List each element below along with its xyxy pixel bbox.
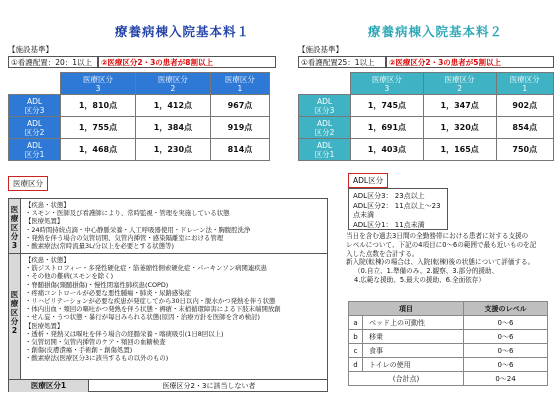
right-criteria-patient-text: ②医療区分2・3の患者が5割以上 — [389, 58, 502, 67]
fee-cell: 1，320点 — [423, 117, 496, 139]
text-line: ・その他の難病(スモンを除く) — [25, 272, 114, 281]
right-criteria-label: 【施設基準】 — [298, 45, 343, 54]
fee-cell: 854点 — [496, 117, 553, 139]
right-fee-table — [298, 72, 554, 161]
adl-range: 0～6 — [464, 358, 548, 372]
adl-description — [346, 232, 556, 285]
table-row — [349, 330, 548, 344]
fee-cell: 1，412点 — [135, 95, 210, 117]
col-header: 医療区分 1 — [210, 73, 269, 95]
text-line: 【疾患・状態】 — [25, 201, 70, 209]
fee-cell: 1，347点 — [423, 95, 496, 117]
fee-cell: 919点 — [210, 117, 269, 139]
adl-mark: b — [349, 330, 363, 344]
right-title: 療養病棟入院基本料２ — [367, 24, 503, 39]
text-line: 入した点数を合計する。 — [346, 249, 419, 258]
text-line: ・スモン・医師及び看護師により、常時監視・管理を実施している状態 — [25, 209, 230, 218]
table-row — [299, 117, 554, 139]
fee-cell: 967点 — [210, 95, 269, 117]
fee-cell: 750点 — [496, 139, 553, 161]
text-line: 【疾患・状態】 — [25, 256, 70, 264]
right-criteria-staff: ①看護配置25：1以上 — [298, 56, 386, 68]
fee-cell: 1，230点 — [135, 139, 210, 161]
text-line: 当日を含む過去3日間の全勤務帯における患者に対する支援の — [346, 232, 529, 240]
fee-cell: 902点 — [496, 95, 553, 117]
adl-def-1: ADL区分1： 11点未満 — [353, 220, 425, 229]
adl-range: 0～6 — [464, 330, 548, 344]
text-line: ・透析・発熱又は嘔吐を伴う場合の経腸栄養・喀痰吸引(1日8回以上) — [25, 329, 224, 338]
text-line: ・せん妄・うつ状態・暴行が毎日みられる状態(原因・治療方針を医師を含め検討) — [25, 313, 261, 322]
left-criteria-label: 【施設基準】 — [8, 45, 53, 54]
medical-k2-text — [22, 256, 325, 363]
table-row — [9, 95, 270, 117]
fee-cell: 1，403点 — [351, 139, 424, 161]
medical-k1-text: 医療区分2・3に該当しない者 — [162, 382, 256, 390]
table-corner — [299, 73, 351, 95]
medical-k3-label-text: 医療区分3 — [10, 205, 19, 250]
fee-cell: 1，384点 — [135, 117, 210, 139]
fee-cell: 814点 — [210, 139, 269, 161]
fee-cell: 1，745点 — [351, 95, 424, 117]
table-row — [9, 117, 270, 139]
medical-k2-label-text: 医療区分2 — [10, 290, 19, 335]
adl-table — [348, 301, 548, 386]
row-header: ADL 区分2 — [299, 117, 351, 139]
fee-cell: 1，165点 — [423, 139, 496, 161]
fee-cell: 1，468点 — [61, 139, 136, 161]
col-header: 医療区分 3 — [61, 73, 136, 95]
row-header: ADL 区分1 — [299, 139, 351, 161]
text-line: ・リハビリテーションが必要な疾患が発症してから30日以内・脱水かつ発熱を伴う状態 — [25, 297, 276, 306]
table-row — [9, 139, 270, 161]
adl-total-label: (合計点) — [349, 372, 464, 386]
medical-k3-label — [9, 199, 21, 253]
text-line: ・24時間持続点滴・中心静脈栄養・人工呼吸器使用・ドレーン法・胸腹腔洗浄 — [25, 225, 251, 234]
table-row — [349, 316, 548, 330]
adl-item: 移乗 — [363, 330, 464, 344]
text-line: ・酸素療法(医療区分3に該当するもの以外のもの) — [25, 354, 169, 363]
adl-mark: a — [349, 316, 363, 330]
table-corner — [9, 73, 61, 95]
right-criteria-patient — [386, 56, 554, 68]
text-line: 4.広範な援助、5.最大の援助、6.全面依存） — [354, 275, 485, 284]
adl-total-range: 0～24 — [464, 372, 548, 386]
text-line: ・気管切開・気管内挿管のケア・頻回の血糖検査 — [25, 338, 166, 347]
text-line: ・脊髄損傷(頸髄損傷)・慢性閉塞性肺疾患(COPD) — [25, 280, 169, 289]
medical-k3-text — [22, 201, 325, 250]
adl-tag: ADL区分 — [348, 173, 388, 188]
text-line: ・疼痛コントロールが必要な悪性腫瘍・肺炎・尿路感染症 — [25, 288, 192, 297]
text-line: 新入院(転棟)の場合は、入院(転棟)後の状態について評価する。 — [346, 258, 535, 267]
adl-item: ベッド上の可動性 — [363, 316, 464, 330]
left-title: 療養病棟入院基本料１ — [114, 24, 250, 39]
adl-range: 0～6 — [464, 316, 548, 330]
left-fee-table — [8, 72, 270, 161]
row-header: ADL 区分3 — [9, 95, 61, 117]
table-row — [299, 95, 554, 117]
left-criteria-patient-text: ②医療区分2・3の患者が8割以上 — [101, 58, 214, 67]
adl-item: トイレの使用 — [363, 358, 464, 372]
divider — [9, 253, 327, 254]
text-line: ・酸素療法(常時流量3L/分以上を必要とする状態等) — [25, 242, 174, 251]
adl-range: 0～6 — [464, 344, 548, 358]
adl-mark: c — [349, 344, 363, 358]
left-criteria-staff: ①看護配置：20：1以上 — [8, 56, 98, 68]
col-header: 医療区分 2 — [135, 73, 210, 95]
table-row — [349, 372, 548, 386]
fee-cell: 1，691点 — [351, 117, 424, 139]
col-header: 医療区分 1 — [496, 73, 553, 95]
fee-cell: 1，755点 — [61, 117, 136, 139]
text-line: ・創傷(皮膚潰瘍・手術創・創傷処置) — [25, 346, 133, 355]
row-header: ADL 区分3 — [299, 95, 351, 117]
adl-item: 食事 — [363, 344, 464, 358]
text-line: ・体内出血・頻回の嘔吐かつ発熱を伴う状態・褥瘡・末梢循環障害による下肢末端開放創 — [25, 305, 281, 314]
text-line: ・発熱を伴う場合の気管切開、気管内挿管・感染隔離室における管理 — [25, 233, 224, 242]
table-row — [349, 358, 548, 372]
adl-header-level: 支援のレベル — [464, 302, 548, 316]
adl-definitions — [348, 188, 448, 230]
row-header: ADL 区分2 — [9, 117, 61, 139]
table-row — [349, 344, 548, 358]
left-criteria-patient — [98, 56, 276, 68]
text-line: 【医療処置】 — [25, 321, 64, 330]
medical-k2-label — [9, 254, 21, 380]
col-header: 医療区分 2 — [423, 73, 496, 95]
adl-def-2: ADL区分2： 11点以上～23点未満 — [353, 201, 441, 219]
text-line: 【医療処置】 — [25, 217, 64, 226]
medical-k1-label: 医療区分1 — [9, 380, 89, 392]
text-line: ・筋ジストロフィー・多発性硬化症・筋萎縮性側索硬化症・パーキンソン病関連疾患 — [25, 264, 268, 273]
adl-header-item: 項目 — [349, 302, 464, 316]
text-line: レベルについて、下記の4項目に0～6の範囲で最も近いものを記 — [346, 240, 537, 249]
table-row — [299, 139, 554, 161]
medical-tag: 医療区分 — [8, 176, 48, 191]
adl-def-3: ADL区分3： 23点以上 — [353, 192, 425, 200]
col-header: 医療区分 3 — [351, 73, 424, 95]
text-line: （0.自立、1.準備のみ、2.観察、3.部分的援助、 — [354, 267, 499, 276]
row-header: ADL 区分1 — [9, 139, 61, 161]
medical-box — [8, 198, 328, 392]
adl-mark: d — [349, 358, 363, 372]
fee-cell: 1，810点 — [61, 95, 136, 117]
